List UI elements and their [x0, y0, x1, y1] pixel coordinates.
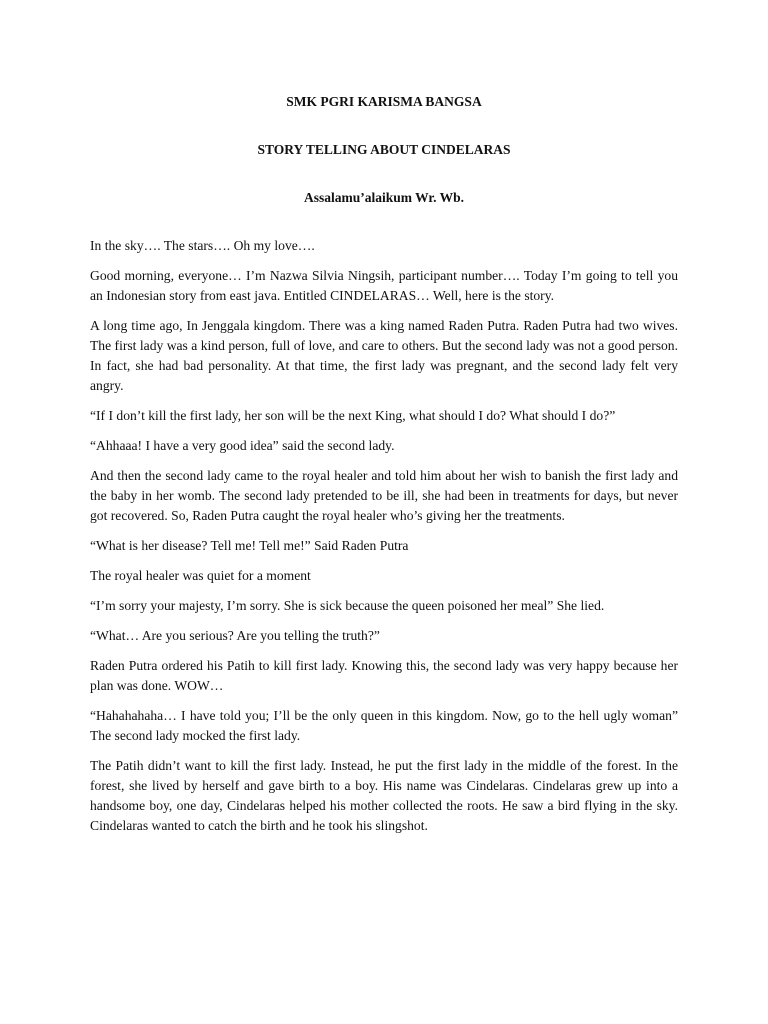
document-page [90, 92, 678, 846]
story-title: STORY TELLING ABOUT CINDELARAS [257, 142, 511, 157]
paragraph-forest: The Patih didn’t want to kill the first lady. Instead, he put the first lady in the middle of the forest. In the forest, she lived by herself and gave birth to a boy. His name was Cindelaras. Cindelaras grew up into a handsome boy, one day, Cindelaras helped his mother collected the roots. He saw a bird flying in the sky. Cindelaras wanted to catch the birth and he took his slingshot. [90, 758, 678, 833]
paragraph-story-start: A long time ago, In Jenggala kingdom. There was a king named Raden Putra. Raden Putra had two wives. The first lady was a kind person, full of love, and care to others. But the second lady was not a good person. In fact, she had bad personality. At that time, the first lady was pregnant, and the second lady felt very angry. [90, 318, 678, 393]
paragraph-quote-lie: “I’m sorry your majesty, I’m sorry. She is sick because the queen poisoned her meal” She lied. [90, 598, 605, 613]
school-heading: SMK PGRI KARISMA BANGSA [286, 94, 482, 109]
paragraph-order-patih: Raden Putra ordered his Patih to kill first lady. Knowing this, the second lady was very happy because her plan was done. WOW… [90, 658, 678, 693]
paragraph-healer-quiet: The royal healer was quiet for a moment [90, 568, 311, 583]
paragraph-quote-idea: “Ahhaaa! I have a very good idea” said the second lady. [90, 438, 395, 453]
paragraph-royal-healer: And then the second lady came to the royal healer and told him about her wish to banish the first lady and the baby in her womb. The second lady pretended to be ill, she had been in treatments for days, but never got recovered. So, Raden Putra caught the royal healer who’s giving her the treatments. [90, 468, 678, 523]
greeting-heading: Assalamu’alaikum Wr. Wb. [303, 190, 465, 205]
paragraph-opening: In the sky…. The stars…. Oh my love…. [90, 238, 315, 253]
paragraph-quote-kill: “If I don’t kill the first lady, her son will be the next King, what should I do? What should I do?” [90, 408, 616, 423]
paragraph-introduction: Good morning, everyone… I’m Nazwa Silvia Ningsih, participant number…. Today I’m going to tell you an Indonesian story from east java. Entitled CINDELARAS… Well, here is the story. [90, 268, 678, 303]
paragraph-quote-mock: “Hahahahaha… I have told you; I’ll be the only queen in this kingdom. Now, go to the hell ugly woman” The second lady mocked the first lady. [90, 708, 678, 743]
paragraph-quote-serious: “What… Are you serious? Are you telling the truth?” [90, 628, 380, 643]
paragraph-quote-disease: “What is her disease? Tell me! Tell me!” Said Raden Putra [90, 538, 409, 553]
